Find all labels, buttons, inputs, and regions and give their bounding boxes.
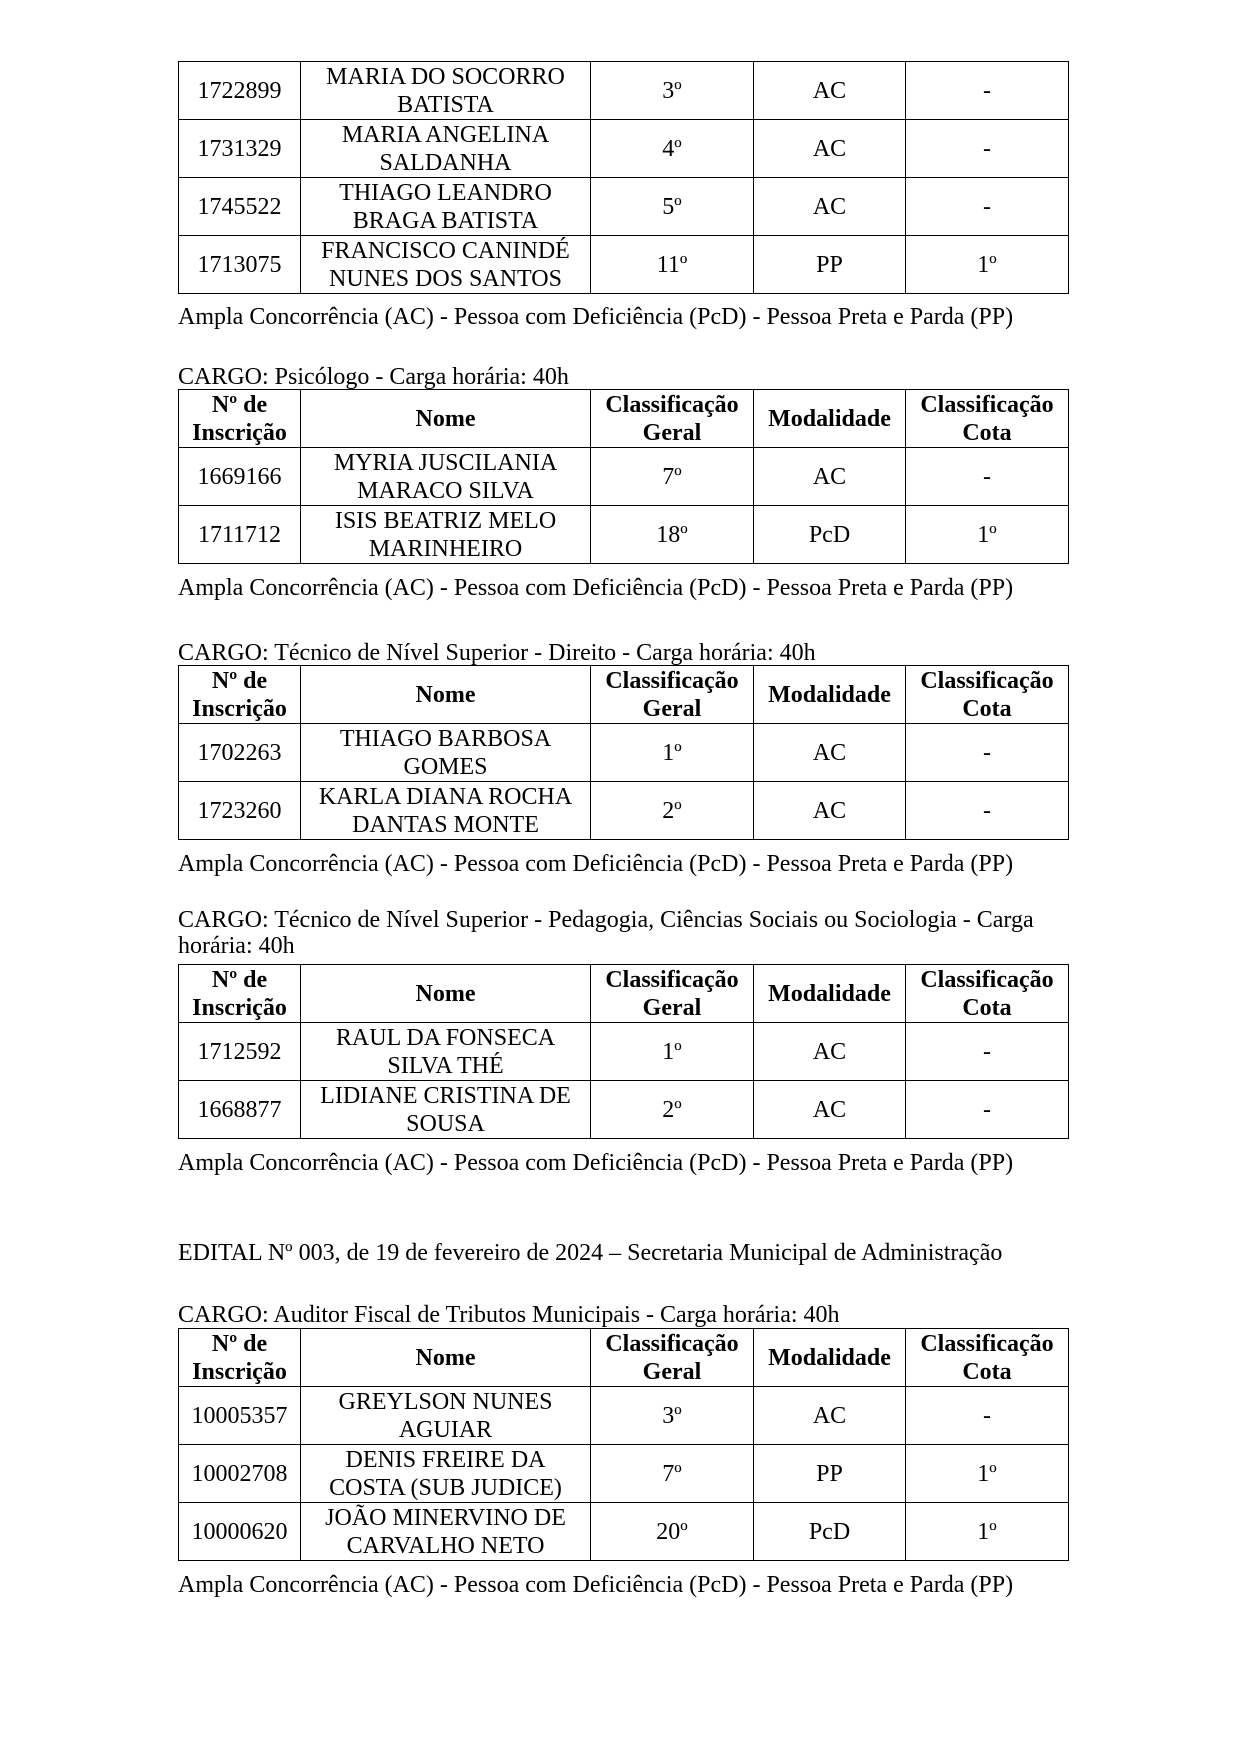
cell-classificacao-geral: 20º: [591, 1503, 754, 1561]
cell-classificacao-cota: 1º: [906, 1445, 1069, 1503]
cell-inscricao: 10005357: [179, 1387, 301, 1445]
cell-inscricao: 1745522: [179, 178, 301, 236]
cell-modalidade: AC: [754, 724, 906, 782]
header-classificacao-cota: Classificação Cota: [906, 1329, 1069, 1387]
cell-inscricao: 1711712: [179, 506, 301, 564]
cell-nome: MARIA DO SOCORRO BATISTA: [301, 62, 591, 120]
table-header-row: [179, 965, 1069, 1023]
cell-classificacao-geral: 2º: [591, 1081, 754, 1139]
header-modalidade: Modalidade: [754, 390, 906, 448]
header-modalidade: Modalidade: [754, 965, 906, 1023]
cell-classificacao-cota: 1º: [906, 506, 1069, 564]
cell-nome: ISIS BEATRIZ MELO MARINHEIRO: [301, 506, 591, 564]
table-row: [179, 62, 1069, 120]
header-nome: Nome: [301, 390, 591, 448]
header-inscricao: Nº de Inscrição: [179, 666, 301, 724]
cell-classificacao-geral: 2º: [591, 782, 754, 840]
cell-modalidade: AC: [754, 448, 906, 506]
cell-nome: DENIS FREIRE DA COSTA (SUB JUDICE): [301, 1445, 591, 1503]
cell-classificacao-cota: -: [906, 448, 1069, 506]
header-nome: Nome: [301, 1329, 591, 1387]
cell-classificacao-cota: -: [906, 1081, 1069, 1139]
section-title-direito: CARGO: Técnico de Nível Superior - Direito - Carga horária: 40h: [178, 640, 816, 666]
cell-classificacao-geral: 5º: [591, 178, 754, 236]
cell-modalidade: AC: [754, 1081, 906, 1139]
results-table-auditor: [178, 1328, 1069, 1561]
table-row: [179, 782, 1069, 840]
table-row: [179, 1503, 1069, 1561]
header-inscricao: Nº de Inscrição: [179, 965, 301, 1023]
header-classificacao-cota: Classificação Cota: [906, 666, 1069, 724]
header-inscricao: Nº de Inscrição: [179, 1329, 301, 1387]
cell-modalidade: PcD: [754, 506, 906, 564]
cell-classificacao-cota: 1º: [906, 236, 1069, 294]
cell-classificacao-geral: 3º: [591, 1387, 754, 1445]
cell-modalidade: AC: [754, 1387, 906, 1445]
cell-inscricao: 1723260: [179, 782, 301, 840]
modality-legend: Ampla Concorrência (AC) - Pessoa com Deficiência (PcD) - Pessoa Preta e Parda (PP): [178, 1150, 1014, 1176]
results-table-psicologo: [178, 389, 1069, 564]
cell-classificacao-geral: 3º: [591, 62, 754, 120]
cell-nome: GREYLSON NUNES AGUIAR: [301, 1387, 591, 1445]
table-row: [179, 724, 1069, 782]
table-header-row: [179, 666, 1069, 724]
modality-legend: Ampla Concorrência (AC) - Pessoa com Deficiência (PcD) - Pessoa Preta e Parda (PP): [178, 851, 1014, 877]
cell-nome: LIDIANE CRISTINA DE SOUSA: [301, 1081, 591, 1139]
table-row: [179, 236, 1069, 294]
cell-inscricao: 1669166: [179, 448, 301, 506]
cell-nome: JOÃO MINERVINO DE CARVALHO NETO: [301, 1503, 591, 1561]
cell-inscricao: 1712592: [179, 1023, 301, 1081]
header-nome: Nome: [301, 965, 591, 1023]
modality-legend: Ampla Concorrência (AC) - Pessoa com Deficiência (PcD) - Pessoa Preta e Parda (PP): [178, 575, 1014, 601]
header-classificacao-geral: Classificação Geral: [591, 666, 754, 724]
cell-inscricao: 10000620: [179, 1503, 301, 1561]
cell-inscricao: 1713075: [179, 236, 301, 294]
cell-inscricao: 1668877: [179, 1081, 301, 1139]
modality-legend: Ampla Concorrência (AC) - Pessoa com Deficiência (PcD) - Pessoa Preta e Parda (PP): [178, 304, 1014, 330]
cell-nome: MARIA ANGELINA SALDANHA: [301, 120, 591, 178]
header-inscricao: Nº de Inscrição: [179, 390, 301, 448]
cell-nome: RAUL DA FONSECA SILVA THÉ: [301, 1023, 591, 1081]
cell-modalidade: PP: [754, 1445, 906, 1503]
cell-inscricao: 10002708: [179, 1445, 301, 1503]
cell-classificacao-geral: 1º: [591, 1023, 754, 1081]
cell-classificacao-geral: 4º: [591, 120, 754, 178]
results-table-pedagogia: [178, 964, 1069, 1139]
table-row: [179, 448, 1069, 506]
cell-classificacao-cota: -: [906, 1387, 1069, 1445]
edital-heading: EDITAL Nº 003, de 19 de fevereiro de 2024 – Secretaria Municipal de Administração: [178, 1240, 1003, 1266]
cell-nome: FRANCISCO CANINDÉ NUNES DOS SANTOS: [301, 236, 591, 294]
header-modalidade: Modalidade: [754, 666, 906, 724]
results-table-continuation: [178, 61, 1069, 294]
cell-modalidade: PP: [754, 236, 906, 294]
table-row: [179, 1445, 1069, 1503]
cell-nome: KARLA DIANA ROCHA DANTAS MONTE: [301, 782, 591, 840]
table-header-row: [179, 390, 1069, 448]
section-title-psicologo: CARGO: Psicólogo - Carga horária: 40h: [178, 364, 569, 390]
cell-classificacao-cota: -: [906, 62, 1069, 120]
results-table-direito: [178, 665, 1069, 840]
cell-classificacao-cota: 1º: [906, 1503, 1069, 1561]
cell-modalidade: AC: [754, 178, 906, 236]
cell-nome: THIAGO BARBOSA GOMES: [301, 724, 591, 782]
cell-classificacao-geral: 11º: [591, 236, 754, 294]
cell-inscricao: 1722899: [179, 62, 301, 120]
cell-modalidade: AC: [754, 782, 906, 840]
cell-classificacao-geral: 7º: [591, 448, 754, 506]
header-classificacao-cota: Classificação Cota: [906, 965, 1069, 1023]
header-classificacao-geral: Classificação Geral: [591, 1329, 754, 1387]
table-row: [179, 1387, 1069, 1445]
cell-modalidade: AC: [754, 1023, 906, 1081]
cell-inscricao: 1702263: [179, 724, 301, 782]
cell-classificacao-cota: -: [906, 724, 1069, 782]
table-row: [179, 1081, 1069, 1139]
cell-inscricao: 1731329: [179, 120, 301, 178]
cell-classificacao-geral: 1º: [591, 724, 754, 782]
header-modalidade: Modalidade: [754, 1329, 906, 1387]
table-row: [179, 506, 1069, 564]
section-title-pedagogia: CARGO: Técnico de Nível Superior - Pedagogia, Ciências Sociais ou Sociologia - Carga horária: 40h: [178, 907, 1034, 959]
cell-classificacao-cota: -: [906, 1023, 1069, 1081]
cell-classificacao-cota: -: [906, 782, 1069, 840]
header-nome: Nome: [301, 666, 591, 724]
cell-classificacao-cota: -: [906, 120, 1069, 178]
cell-modalidade: AC: [754, 120, 906, 178]
cell-modalidade: PcD: [754, 1503, 906, 1561]
table-row: [179, 1023, 1069, 1081]
cell-nome: MYRIA JUSCILANIA MARACO SILVA: [301, 448, 591, 506]
modality-legend: Ampla Concorrência (AC) - Pessoa com Deficiência (PcD) - Pessoa Preta e Parda (PP): [178, 1572, 1014, 1598]
section-title-auditor: CARGO: Auditor Fiscal de Tributos Municipais - Carga horária: 40h: [178, 1302, 840, 1328]
cell-modalidade: AC: [754, 62, 906, 120]
cell-classificacao-cota: -: [906, 178, 1069, 236]
cell-nome: THIAGO LEANDRO BRAGA BATISTA: [301, 178, 591, 236]
header-classificacao-geral: Classificação Geral: [591, 965, 754, 1023]
header-classificacao-cota: Classificação Cota: [906, 390, 1069, 448]
header-classificacao-geral: Classificação Geral: [591, 390, 754, 448]
table-row: [179, 120, 1069, 178]
table-row: [179, 178, 1069, 236]
table-header-row: [179, 1329, 1069, 1387]
cell-classificacao-geral: 7º: [591, 1445, 754, 1503]
cell-classificacao-geral: 18º: [591, 506, 754, 564]
